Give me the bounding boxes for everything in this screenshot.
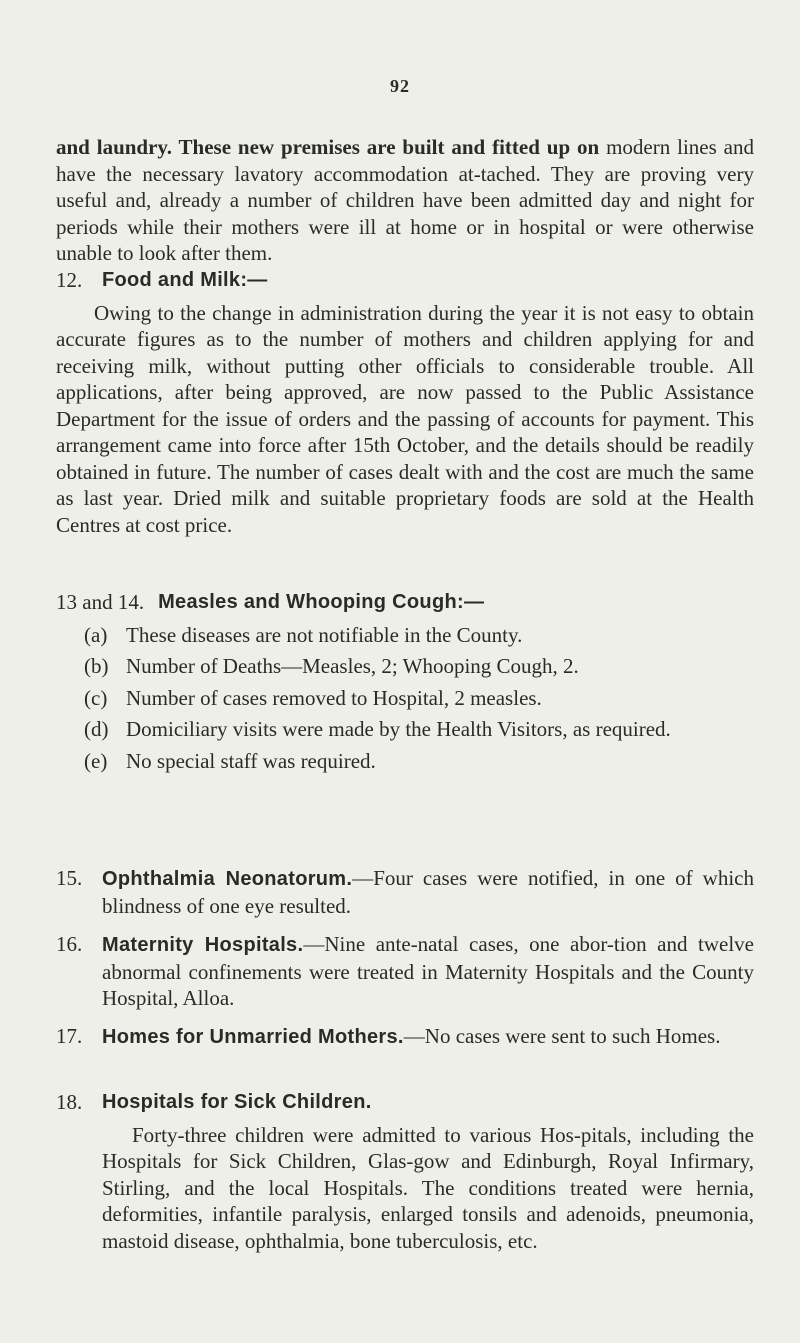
section-16 [56, 931, 754, 1012]
list-item: (c) Number of cases removed to Hospital, 2 measles. [84, 685, 542, 710]
section-12-number: 12. [56, 268, 83, 292]
intro-text: modern lines and have the necessary lavatory accommodation at-tached. They are proving very useful and, already a number of children have been admitted day and night for periods while their mothers were ill at home or in hospital or were otherwise unable to look after them. [56, 135, 754, 265]
section-16-body: —Nine ante-natal cases, one abor-tion and twelve abnormal confinements were treated in Maternity Hospitals and the County Hospital, Alloa. [102, 932, 754, 1010]
section-18-number: 18. [56, 1090, 83, 1114]
section-16-number: 16. [56, 932, 83, 956]
page-number: 92 [390, 76, 410, 96]
section-18 [56, 1089, 754, 1254]
section-15 [56, 865, 754, 919]
section-15-number: 15. [56, 866, 83, 890]
section-17-number: 17. [56, 1024, 83, 1048]
section-17-heading: Homes for Unmarried Mothers. [102, 1026, 404, 1048]
list-item: (b) Number of Deaths—Measles, 2; Whooping Cough, 2. [84, 654, 579, 678]
list-item: (e) No special staff was required. [84, 748, 376, 773]
intro-paragraph [56, 134, 754, 267]
section-13-number: 13 and 14. [56, 590, 145, 614]
section-16-heading: Maternity Hospitals. [102, 934, 304, 956]
section-12-body: Owing to the change in administration during the year it is not easy to obtain accurate figures as to the number of mothers and children applying for and receiving milk, without putting other officials to considerable trouble. All applications, after being approved, are now passed to the Public Assistance Department for the issue of orders and the passing of accounts for payment. This arrangement came into force after 15th October, and the details should be readily obtained in future. The number of cases dealt with and the cost are much the same as last year. Dried milk and suitable proprietary foods are sold at the Health Centres at cost price. [56, 300, 754, 537]
section-12 [56, 267, 754, 538]
section-12-heading: Food and Milk:— [102, 269, 268, 291]
section-18-heading: Hospitals for Sick Children. [102, 1091, 372, 1113]
intro-lead: and laundry. These new premises are built and fitted up on [56, 135, 600, 159]
section-15-heading: Ophthalmia Neonatorum. [102, 868, 353, 890]
section-18-body: Forty-three children were admitted to various Hos-pitals, including the Hospitals for Sick Children, Glas-gow and Edinburgh, Royal Infirmary, Stirling, and the local Hospitals. The conditions treated were hernia, deformities, infantile paralysis, enlarged tonsils and adenoids, pneumonia, mastoid disease, ophthalmia, bone tuberculosis, etc. [102, 1122, 754, 1253]
section-13-14 [56, 589, 754, 774]
section-13-list [84, 622, 754, 775]
section-17 [56, 1023, 754, 1051]
section-17-body: —No cases were sent to such Homes. [403, 1024, 721, 1048]
section-13-heading: Measles and Whooping Cough:— [158, 591, 485, 613]
list-item: (d) Domiciliary visits were made by the Health Visitors, as required. [84, 717, 671, 741]
list-item: (a) These diseases are not notifiable in the County. [84, 622, 523, 647]
section-15-body: —Four cases were notified, in one of which blindness of one eye resulted. [102, 866, 754, 918]
